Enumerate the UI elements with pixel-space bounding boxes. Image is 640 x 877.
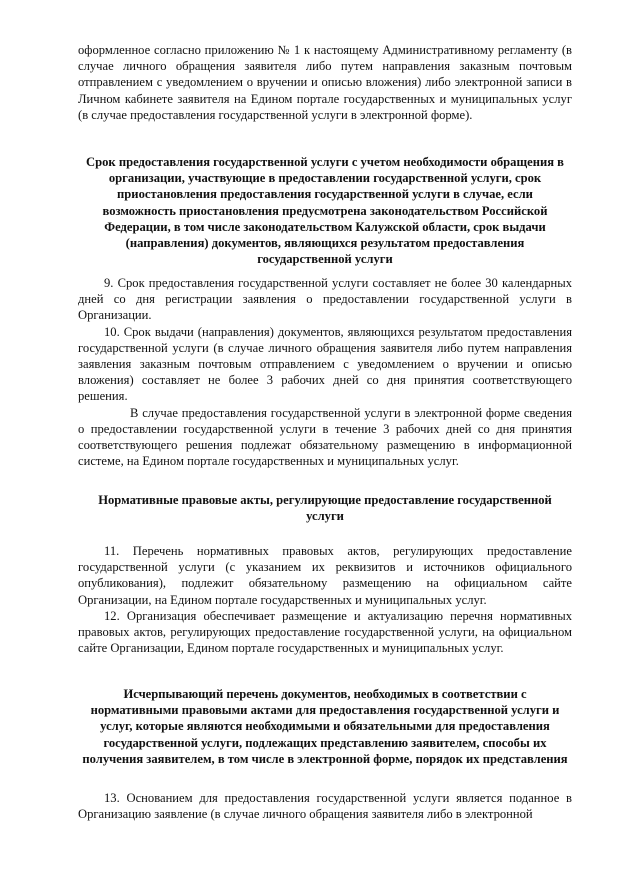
paragraph-intro: оформленное согласно приложению № 1 к настоящему Административному регламенту (в случае личного обращения заявителя либо путем направления заказным почтовым отправлением с уведомлением о вручении и описью вложения) либо электронной записи в Личном кабинете заявителя на Едином портале государственных и муниципальных услуг (в случае предоставления государственной услуги в электронной форме). [78,43,572,122]
heading-section [78,686,572,767]
text-section [78,42,572,123]
section-heading-3: Исчерпывающий перечень документов, необходимых в соответствии с нормативными правовыми актами для предоставления государственной услуги и услуг, которые являются необходимыми и обязательными для предоставления государственной услуги, подлежащих представлению заявителем, способы их получения заявителем, в том числе в электронной форме, порядок их представления [82,687,568,766]
paragraph-13: 13. Основанием для предоставления государственной услуги является поданное в Организацию заявление (в случае личного обращения заявителя либо в электронной [78,791,572,822]
text-section [78,275,572,469]
text-section [78,790,572,822]
heading-section [83,154,567,267]
paragraph-11: 11. Перечень нормативных правовых актов, регулирующих предоставление государственной услуги (с указанием их реквизитов и источников официального опубликования), подлежит обязательному размещению на официальном сайте Организации, на Едином портале государственных и муниципальных услуг. [78,544,572,607]
paragraph-10-continued: В случае предоставления государственной услуги в электронной форме сведения о предоставлении государственной услуги в течение 3 рабочих дней со дня принятия соответствующего решения подлежат обязательному размещению в информационной системе, на Едином портале государственных и муниципальных услуг. [78,405,572,469]
heading-section [78,492,572,524]
section-heading-2: Нормативные правовые акты, регулирующие предоставление государственной услуги [98,493,552,524]
paragraph-10: 10. Срок выдачи (направления) документов, являющихся результатом предоставления государственной услуги (в случае личного обращения заявителя либо путем направления заявления заказным почтовым отправлением с уведомлением о вручении и описью вложения) составляет не более 3 рабочих дней со дня принятия соответствующего решения. [78,324,572,404]
paragraph-12: 12. Организация обеспечивает размещение и актуализацию перечня нормативных правовых актов, регулирующих предоставление государственной услуги, на официальном сайте Организации, Едином портале государственных и муниципальных услуг. [78,608,572,656]
text-section [78,543,572,656]
paragraph-9: 9. Срок предоставления государственной услуги составляет не более 30 календарных дней со дня регистрации заявления о предоставлении государственной услуги в Организации. [78,276,572,323]
section-heading-1: Срок предоставления государственной услуги с учетом необходимости обращения в организации, участвующие в предоставлении государственной услуги, срок приостановления предоставления государственной услуги в случае, если возможность приостановления предусмотрена законодательством Российской Федерации, в том числе законодательством Калужской области, срок выдачи (направления) документов, являющихся результатом предоставления государственной услуги [86,155,564,267]
